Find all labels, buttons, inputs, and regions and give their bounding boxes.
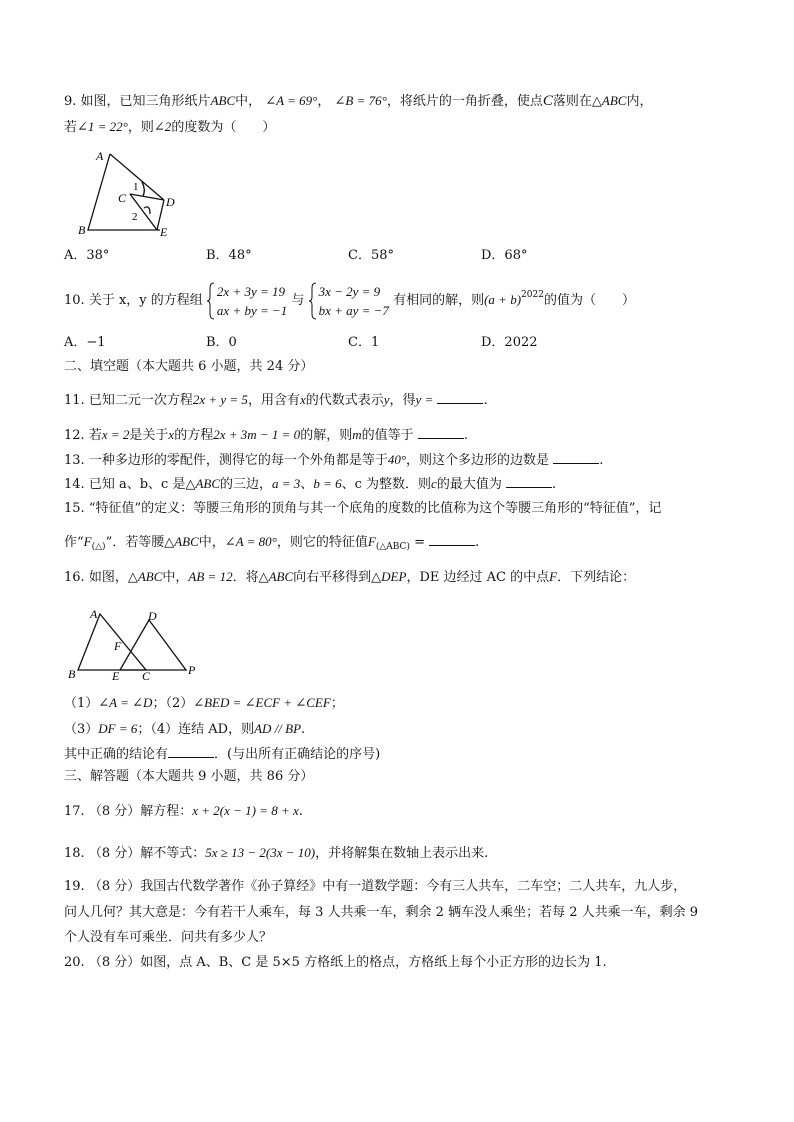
q15-eq: = bbox=[414, 535, 426, 550]
q13-text: 一种多边形的零配件，测得它的每一个外角都是等于 bbox=[88, 453, 388, 468]
q10-text: 有相同的解，则 bbox=[393, 293, 485, 308]
q14-end: . bbox=[551, 477, 557, 492]
q14-text: 的最大值为 bbox=[436, 477, 502, 492]
q14-line bbox=[64, 473, 556, 495]
q15-text: ，则它的特征值 bbox=[276, 535, 368, 550]
q10-text: 关于 x，y 的方程组 bbox=[88, 293, 203, 308]
q15-text: “特征值”的定义：等腰三角形的顶角与其一个底角的度数的比值称为这个等腰三角形的“特征值”，记 bbox=[88, 501, 662, 516]
q19-number: 19. bbox=[64, 879, 85, 894]
q16-text: ； bbox=[330, 696, 344, 711]
q10-option-d: D．2022 bbox=[481, 335, 538, 350]
q16-ab: AB = 12 bbox=[188, 569, 233, 584]
q9-angle-1: ∠1 = 22° bbox=[77, 119, 128, 134]
q9-text: ，将纸片的一角折叠，使点 bbox=[386, 94, 543, 109]
q9-angle-2: ∠2 bbox=[153, 119, 172, 134]
q14-text: 的三边， bbox=[220, 477, 273, 492]
q15-f: F bbox=[83, 534, 92, 549]
q15-angle: ∠A = 80° bbox=[224, 534, 277, 549]
q16-label-e: E bbox=[112, 669, 120, 683]
q16-label-a: A bbox=[90, 607, 98, 621]
q16-conclusions-2 bbox=[64, 719, 305, 740]
q16-text: ；（4）连结 AD，则 bbox=[137, 722, 255, 737]
q10-expr: (a + b) bbox=[484, 292, 522, 307]
q15-end: . bbox=[475, 535, 480, 550]
q20-line bbox=[64, 953, 607, 973]
q16-tri2: △DEP bbox=[371, 569, 407, 584]
q16-tri1-again: △ABC bbox=[258, 569, 294, 584]
q12-text: 的方程 bbox=[174, 428, 214, 443]
q9-text: 的度数为（ ） bbox=[171, 120, 276, 135]
q12-end: . bbox=[463, 428, 468, 443]
q10-text: 的值为（ ） bbox=[543, 293, 635, 308]
q10-sys1-row1: 2x + 3y = 19 bbox=[216, 283, 286, 299]
q9-label-1: 1 bbox=[133, 181, 139, 193]
q11-y: y bbox=[383, 392, 390, 407]
q11-text: 的代数式表示 bbox=[305, 393, 384, 408]
q10-option-a: A．−1 bbox=[64, 335, 106, 350]
q18-number: 18. bbox=[64, 846, 85, 861]
q17-eq: x + 2(x − 1) = 8 + x bbox=[192, 803, 299, 818]
q9-angle-a: ∠A = 69° bbox=[265, 93, 318, 108]
q12-text: 的值等于 bbox=[361, 428, 414, 443]
q19-text: （8 分）我国古代数学著作《孙子算经》中有一道数学题：今有三人共车，二车空；二人共车，九人步， bbox=[88, 879, 687, 894]
q15-text: ”．若等腰 bbox=[105, 535, 165, 550]
q14-answer-blank[interactable] bbox=[506, 473, 552, 488]
q13-text: ，则这个多边形的边数是 bbox=[406, 453, 550, 468]
q15-line2 bbox=[64, 531, 479, 557]
q16-text: 向右平移得到 bbox=[293, 570, 372, 585]
brace-icon bbox=[207, 282, 215, 320]
q16-text: ；（2） bbox=[152, 696, 194, 711]
q11-x: x bbox=[299, 392, 306, 407]
q16-answer-blank[interactable] bbox=[168, 743, 214, 758]
q14-tri: △ABC bbox=[185, 476, 221, 491]
q16-text: ．将 bbox=[232, 570, 259, 585]
q9-option-a: A．38° bbox=[64, 248, 110, 263]
q12-answer-blank[interactable] bbox=[418, 424, 464, 439]
q11-answer-blank[interactable] bbox=[437, 389, 483, 404]
brace-icon bbox=[309, 282, 317, 320]
q9-number: 9. bbox=[64, 94, 77, 109]
q9-option-c: C．58° bbox=[348, 248, 394, 263]
q16-text: ，DE 边经过 AC 的中点 bbox=[406, 570, 550, 585]
q12-m: m bbox=[352, 427, 362, 442]
q9-text: ，则 bbox=[127, 120, 154, 135]
q9-label-b: B bbox=[78, 223, 86, 237]
q12-text: 是关于 bbox=[129, 428, 169, 443]
q16-number: 16. bbox=[64, 570, 85, 585]
q17-line bbox=[64, 801, 303, 822]
q9-label-a: A bbox=[96, 149, 104, 163]
q16-text: 如图， bbox=[88, 570, 128, 585]
q9-text: 中， bbox=[235, 94, 262, 109]
q15-f-sub2: (△ABC) bbox=[375, 542, 410, 552]
q15-answer-blank[interactable] bbox=[429, 531, 475, 546]
q13-end: . bbox=[599, 453, 604, 468]
q18-line bbox=[64, 843, 488, 864]
q18-eq: 5x ≥ 13 − 2(3x − 10) bbox=[205, 845, 316, 860]
q14-c: c bbox=[431, 476, 437, 491]
q18-text: ，并将解集在数轴上表示出来. bbox=[315, 846, 489, 861]
q11-end: . bbox=[483, 393, 488, 408]
q10-sys2-row2: bx + ay = −7 bbox=[318, 302, 389, 318]
q16-text: . bbox=[301, 722, 306, 737]
q16-label-c: C bbox=[142, 669, 151, 683]
q10-system-2 bbox=[309, 282, 389, 320]
q15-text: 中， bbox=[198, 535, 225, 550]
q10-text: 与 bbox=[291, 293, 305, 308]
q11-text: 已知二元一次方程 bbox=[88, 393, 193, 408]
q9-label-e: E bbox=[160, 225, 168, 238]
q11-line bbox=[64, 389, 488, 411]
q17-end: . bbox=[298, 804, 303, 819]
q9-figure bbox=[72, 146, 184, 238]
q9-text: 内， bbox=[626, 94, 653, 109]
q9-abc: ABC bbox=[210, 93, 236, 108]
q14-sep: 、 bbox=[300, 477, 314, 492]
q11-text: ，用含有 bbox=[247, 393, 300, 408]
q19-line2: 问人几何？其大意是：今有若干人乘车，每 3 人共乘一车，剩余 2 辆车没人乘坐；若每 2 人共乘一车，剩余 9 bbox=[64, 905, 699, 920]
q9-angle-b: ∠B = 76° bbox=[334, 93, 387, 108]
q10-option-c: C．1 bbox=[348, 335, 380, 350]
q16-text: （3） bbox=[64, 722, 99, 737]
q9-label-d: D bbox=[166, 195, 175, 209]
q9-option-b: B．48° bbox=[206, 248, 252, 263]
q16-c3: DF = 6 bbox=[98, 721, 138, 736]
q10-exponent: 2022 bbox=[521, 290, 544, 300]
q11-number: 11. bbox=[64, 393, 85, 408]
q11-text: ，得 bbox=[389, 393, 416, 408]
q16-conclusions-1 bbox=[64, 693, 344, 714]
q18-text: （8 分）解不等式： bbox=[88, 846, 206, 861]
q16-figure bbox=[66, 604, 206, 684]
q15-tri: △ABC bbox=[164, 534, 199, 549]
q10-option-b: B．0 bbox=[206, 335, 237, 350]
q19-line1 bbox=[64, 877, 686, 897]
q14-text: 已知 a、b、c 是 bbox=[88, 477, 186, 492]
q9-option-d: D．68° bbox=[481, 248, 528, 263]
q15-f-sub: (△) bbox=[91, 542, 106, 552]
q14-a: a = 3 bbox=[272, 476, 301, 491]
q10-system-1 bbox=[207, 282, 287, 320]
q16-text: 中， bbox=[162, 570, 189, 585]
q19-line3: 个人没有车可乘坐．问共有多少人？ bbox=[64, 930, 273, 945]
section-2-heading: 二、填空题（本大题共 6 小题，共 24 分） bbox=[64, 359, 314, 374]
q12-number: 12. bbox=[64, 428, 85, 443]
q10-line bbox=[64, 276, 635, 320]
q9-text: 若 bbox=[64, 120, 78, 135]
q13-answer-blank[interactable] bbox=[553, 449, 599, 464]
q9-label-2: 2 bbox=[132, 211, 138, 223]
q16-c4: AD // BP bbox=[254, 721, 302, 736]
q16-text: （1） bbox=[64, 696, 99, 711]
q13-number: 13. bbox=[64, 453, 85, 468]
q16-label-p: P bbox=[188, 663, 196, 677]
q20-number: 20. bbox=[64, 955, 85, 970]
q9-text: 落则在 bbox=[552, 94, 592, 109]
q16-text: ．(与出所有正确结论的序号) bbox=[214, 747, 381, 762]
q16-label-d: D bbox=[148, 609, 157, 623]
q13-line bbox=[64, 449, 603, 471]
q15-number: 15. bbox=[64, 501, 85, 516]
q16-text: 其中正确的结论有 bbox=[64, 747, 169, 762]
q9-label-c: C bbox=[118, 191, 127, 205]
q12-x: x bbox=[168, 427, 175, 442]
q13-angle: 40° bbox=[387, 452, 407, 467]
q16-label-f: F bbox=[114, 639, 122, 653]
q16-line1 bbox=[64, 567, 635, 588]
q16-label-b: B bbox=[68, 667, 76, 681]
q16-f: F bbox=[549, 569, 558, 584]
q16-tri1: △ABC bbox=[127, 569, 163, 584]
q16-c2: ∠BED = ∠ECF + ∠CEF bbox=[193, 695, 331, 710]
section-3-heading: 三、解答题（本大题共 9 小题，共 86 分） bbox=[64, 769, 314, 784]
q15-text: 作“ bbox=[64, 535, 84, 550]
q9-point-c: C bbox=[542, 93, 553, 109]
q12-eq1: x = 2 bbox=[101, 427, 130, 442]
q9-triangle: △ABC bbox=[591, 93, 627, 108]
q17-number: 17. bbox=[64, 804, 85, 819]
q10-sys2-row1: 3x − 2y = 9 bbox=[318, 283, 381, 299]
q12-line bbox=[64, 424, 468, 446]
q15-line1 bbox=[64, 499, 661, 519]
q14-b: b = 6 bbox=[313, 476, 342, 491]
q16-text: ．下列结论： bbox=[557, 570, 636, 585]
q15-f2: F bbox=[367, 534, 376, 549]
q12-text: 若 bbox=[88, 428, 102, 443]
q9-text: 如图，已知三角形纸片 bbox=[80, 94, 211, 109]
q16-final bbox=[64, 743, 380, 765]
q9-line1 bbox=[64, 91, 652, 112]
q20-text: （8 分）如图，点 A、B、C 是 5×5 方格纸上的格点，方格纸上每个小正方形的边长为 1. bbox=[88, 955, 607, 970]
q10-sys1-row2: ax + by = −1 bbox=[216, 302, 288, 318]
q12-text: 的解，则 bbox=[300, 428, 353, 443]
q9-line2 bbox=[64, 117, 275, 138]
q12-eq2: 2x + 3m − 1 = 0 bbox=[213, 427, 301, 442]
q14-text: 、c 为整数．则 bbox=[341, 477, 432, 492]
q16-c1: ∠A = ∠D bbox=[98, 695, 153, 710]
q17-text: （8 分）解方程： bbox=[88, 804, 193, 819]
q14-number: 14. bbox=[64, 477, 85, 492]
q9-sep: ， bbox=[317, 94, 331, 109]
q10-number: 10. bbox=[64, 293, 85, 308]
q11-eq: 2x + y = 5 bbox=[192, 392, 248, 407]
q11-ans: y = bbox=[415, 392, 434, 407]
